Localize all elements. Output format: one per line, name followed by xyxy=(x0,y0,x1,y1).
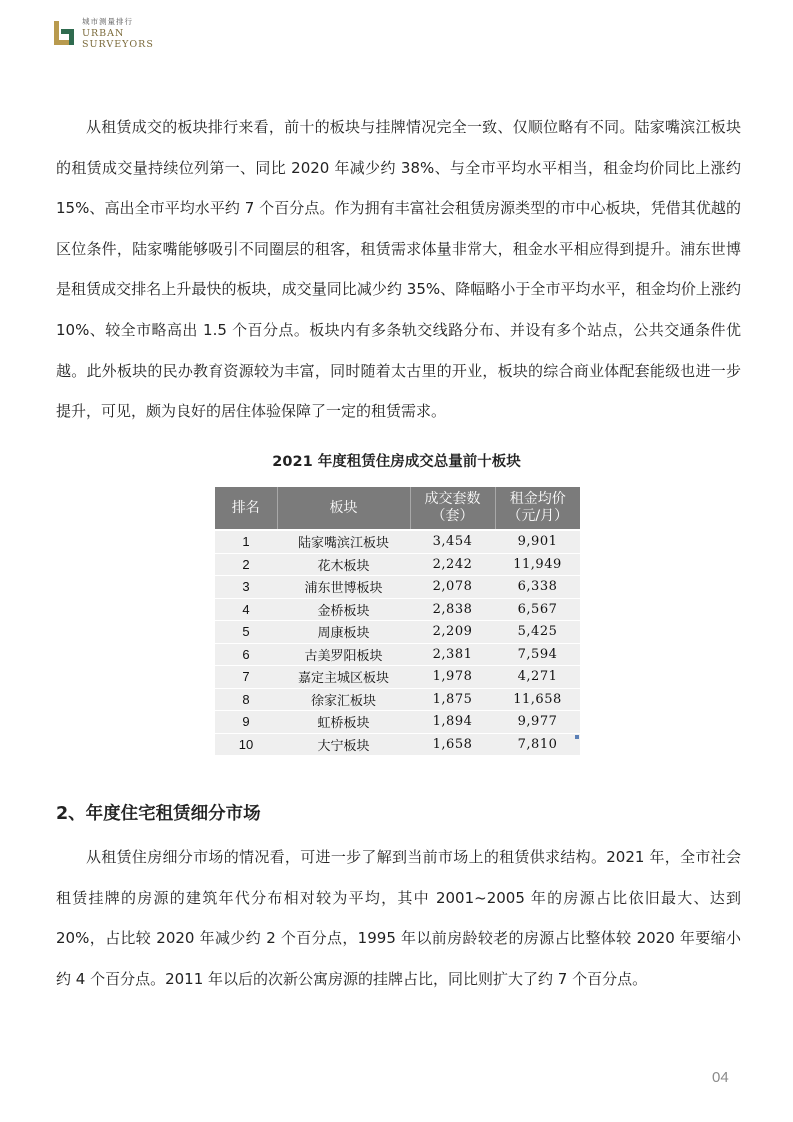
logo-english-line2: SURVEYORS xyxy=(82,39,154,51)
cell-block: 徐家汇板块 xyxy=(277,688,410,711)
section2-paragraph: 从租赁住房细分市场的情况看，可进一步了解到当前市场上的租赁供求结构。2021 年，全市社会租赁挂牌的房源的建筑年代分布相对较为平均，其中 2001~2005 年的房源占比依旧最大、达到 20%，占比较 2020 年减少约 2 个百分点，1995 年以前房龄较老的房源占比整体较 2020 年要缩小约 4 个百分点。2011 年以后的次新公寓房源的挂牌占比，同比则扩大了约 7 个百分点。 xyxy=(56,848,741,988)
cell-block: 古美罗阳板块 xyxy=(277,643,410,666)
header-rent-line2: （元/月） xyxy=(507,508,569,524)
cell-rent: 6,567 xyxy=(495,598,580,621)
cell-rank: 6 xyxy=(215,643,277,666)
cell-rank: 10 xyxy=(215,733,277,755)
cell-rent: 5,425 xyxy=(495,621,580,644)
table-row xyxy=(215,621,580,644)
cell-rank: 2 xyxy=(215,553,277,576)
table-row xyxy=(215,598,580,621)
cell-deals: 2,242 xyxy=(410,553,495,576)
table-row xyxy=(215,530,580,553)
cell-deals: 2,078 xyxy=(410,576,495,599)
cell-block: 浦东世博板块 xyxy=(277,576,410,599)
table-row xyxy=(215,733,580,755)
cell-block: 大宁板块 xyxy=(277,733,410,755)
cell-deals: 1,658 xyxy=(410,733,495,755)
cell-rent: 6,338 xyxy=(495,576,580,599)
table-resize-handle-icon xyxy=(575,735,579,739)
cell-deals: 1,978 xyxy=(410,666,495,689)
cell-block: 金桥板块 xyxy=(277,598,410,621)
cell-deals: 3,454 xyxy=(410,530,495,553)
logo-text xyxy=(82,18,154,51)
ranking-table xyxy=(215,487,580,755)
cell-rent: 11,658 xyxy=(495,688,580,711)
cell-rent: 4,271 xyxy=(495,666,580,689)
cell-deals: 1,894 xyxy=(410,711,495,734)
table-row xyxy=(215,711,580,734)
cell-rent: 11,949 xyxy=(495,553,580,576)
ranking-table-container xyxy=(215,487,580,755)
cell-block: 花木板块 xyxy=(277,553,410,576)
cell-rank: 1 xyxy=(215,530,277,553)
cell-rent: 7,594 xyxy=(495,643,580,666)
cell-block: 虹桥板块 xyxy=(277,711,410,734)
logo-english-line1: URBAN xyxy=(82,28,125,40)
header-block: 板块 xyxy=(277,487,410,530)
cell-rank: 3 xyxy=(215,576,277,599)
company-logo xyxy=(54,17,154,51)
table-row xyxy=(215,688,580,711)
intro-paragraph: 从租赁成交的板块排行来看，前十的板块与挂牌情况完全一致、仅顺位略有不同。陆家嘴滨江板块的租赁成交量持续位列第一、同比 2020 年减少约 38%、与全市平均水平相当，租金均价同比上涨约 15%、高出全市平均水平约 7 个百分点。作为拥有丰富社会租赁房源类型的市中心板块，凭借其优越的区位条件，陆家嘴能够吸引不同圈层的租客，租赁需求体量非常大，租金水平相应得到提升。浦东世博是租赁成交排名上升最快的板块，成交量同比减少约 35%、降幅略小于全市平均水平，租金均价上涨约 10%、较全市略高出 1.5 个百分点。板块内有多条轨交线路分布、并设有多个站点，公共交通条件优越。此外板块的民办教育资源较为丰富，同时随着太古里的开业，板块的综合商业体配套能级也进一步提升，可见，颇为良好的居住体验保障了一定的租赁需求。 xyxy=(56,118,741,421)
table-row xyxy=(215,666,580,689)
cell-block: 陆家嘴滨江板块 xyxy=(277,530,410,553)
cell-rent: 9,977 xyxy=(495,711,580,734)
cell-deals: 2,838 xyxy=(410,598,495,621)
table-header-row xyxy=(215,487,580,530)
table-row xyxy=(215,553,580,576)
table-row xyxy=(215,576,580,599)
cell-block: 嘉定主城区板块 xyxy=(277,666,410,689)
cell-rank: 5 xyxy=(215,621,277,644)
cell-rank: 8 xyxy=(215,688,277,711)
table-row xyxy=(215,643,580,666)
header-deals xyxy=(410,487,495,530)
cell-rank: 7 xyxy=(215,666,277,689)
logo-mark-icon xyxy=(54,19,76,49)
cell-deals: 1,875 xyxy=(410,688,495,711)
header-rent xyxy=(495,487,580,530)
cell-rent: 9,901 xyxy=(495,530,580,553)
cell-rent: 7,810 xyxy=(495,733,580,755)
cell-rank: 9 xyxy=(215,711,277,734)
logo-chinese-name: 城市测量排行 xyxy=(82,16,133,26)
header-deals-line2: （套） xyxy=(431,508,474,524)
cell-block: 周康板块 xyxy=(277,621,410,644)
section-heading: 2、年度住宅租赁细分市场 xyxy=(56,804,261,824)
cell-deals: 2,381 xyxy=(410,643,495,666)
page-number: 04 xyxy=(712,1069,729,1086)
header-rent-line1: 租金均价 xyxy=(509,491,566,507)
header-rank: 排名 xyxy=(215,487,277,530)
header-deals-line1: 成交套数 xyxy=(424,491,481,507)
cell-rank: 4 xyxy=(215,598,277,621)
table-title: 2021 年度租赁住房成交总量前十板块 xyxy=(272,454,521,470)
cell-deals: 2,209 xyxy=(410,621,495,644)
